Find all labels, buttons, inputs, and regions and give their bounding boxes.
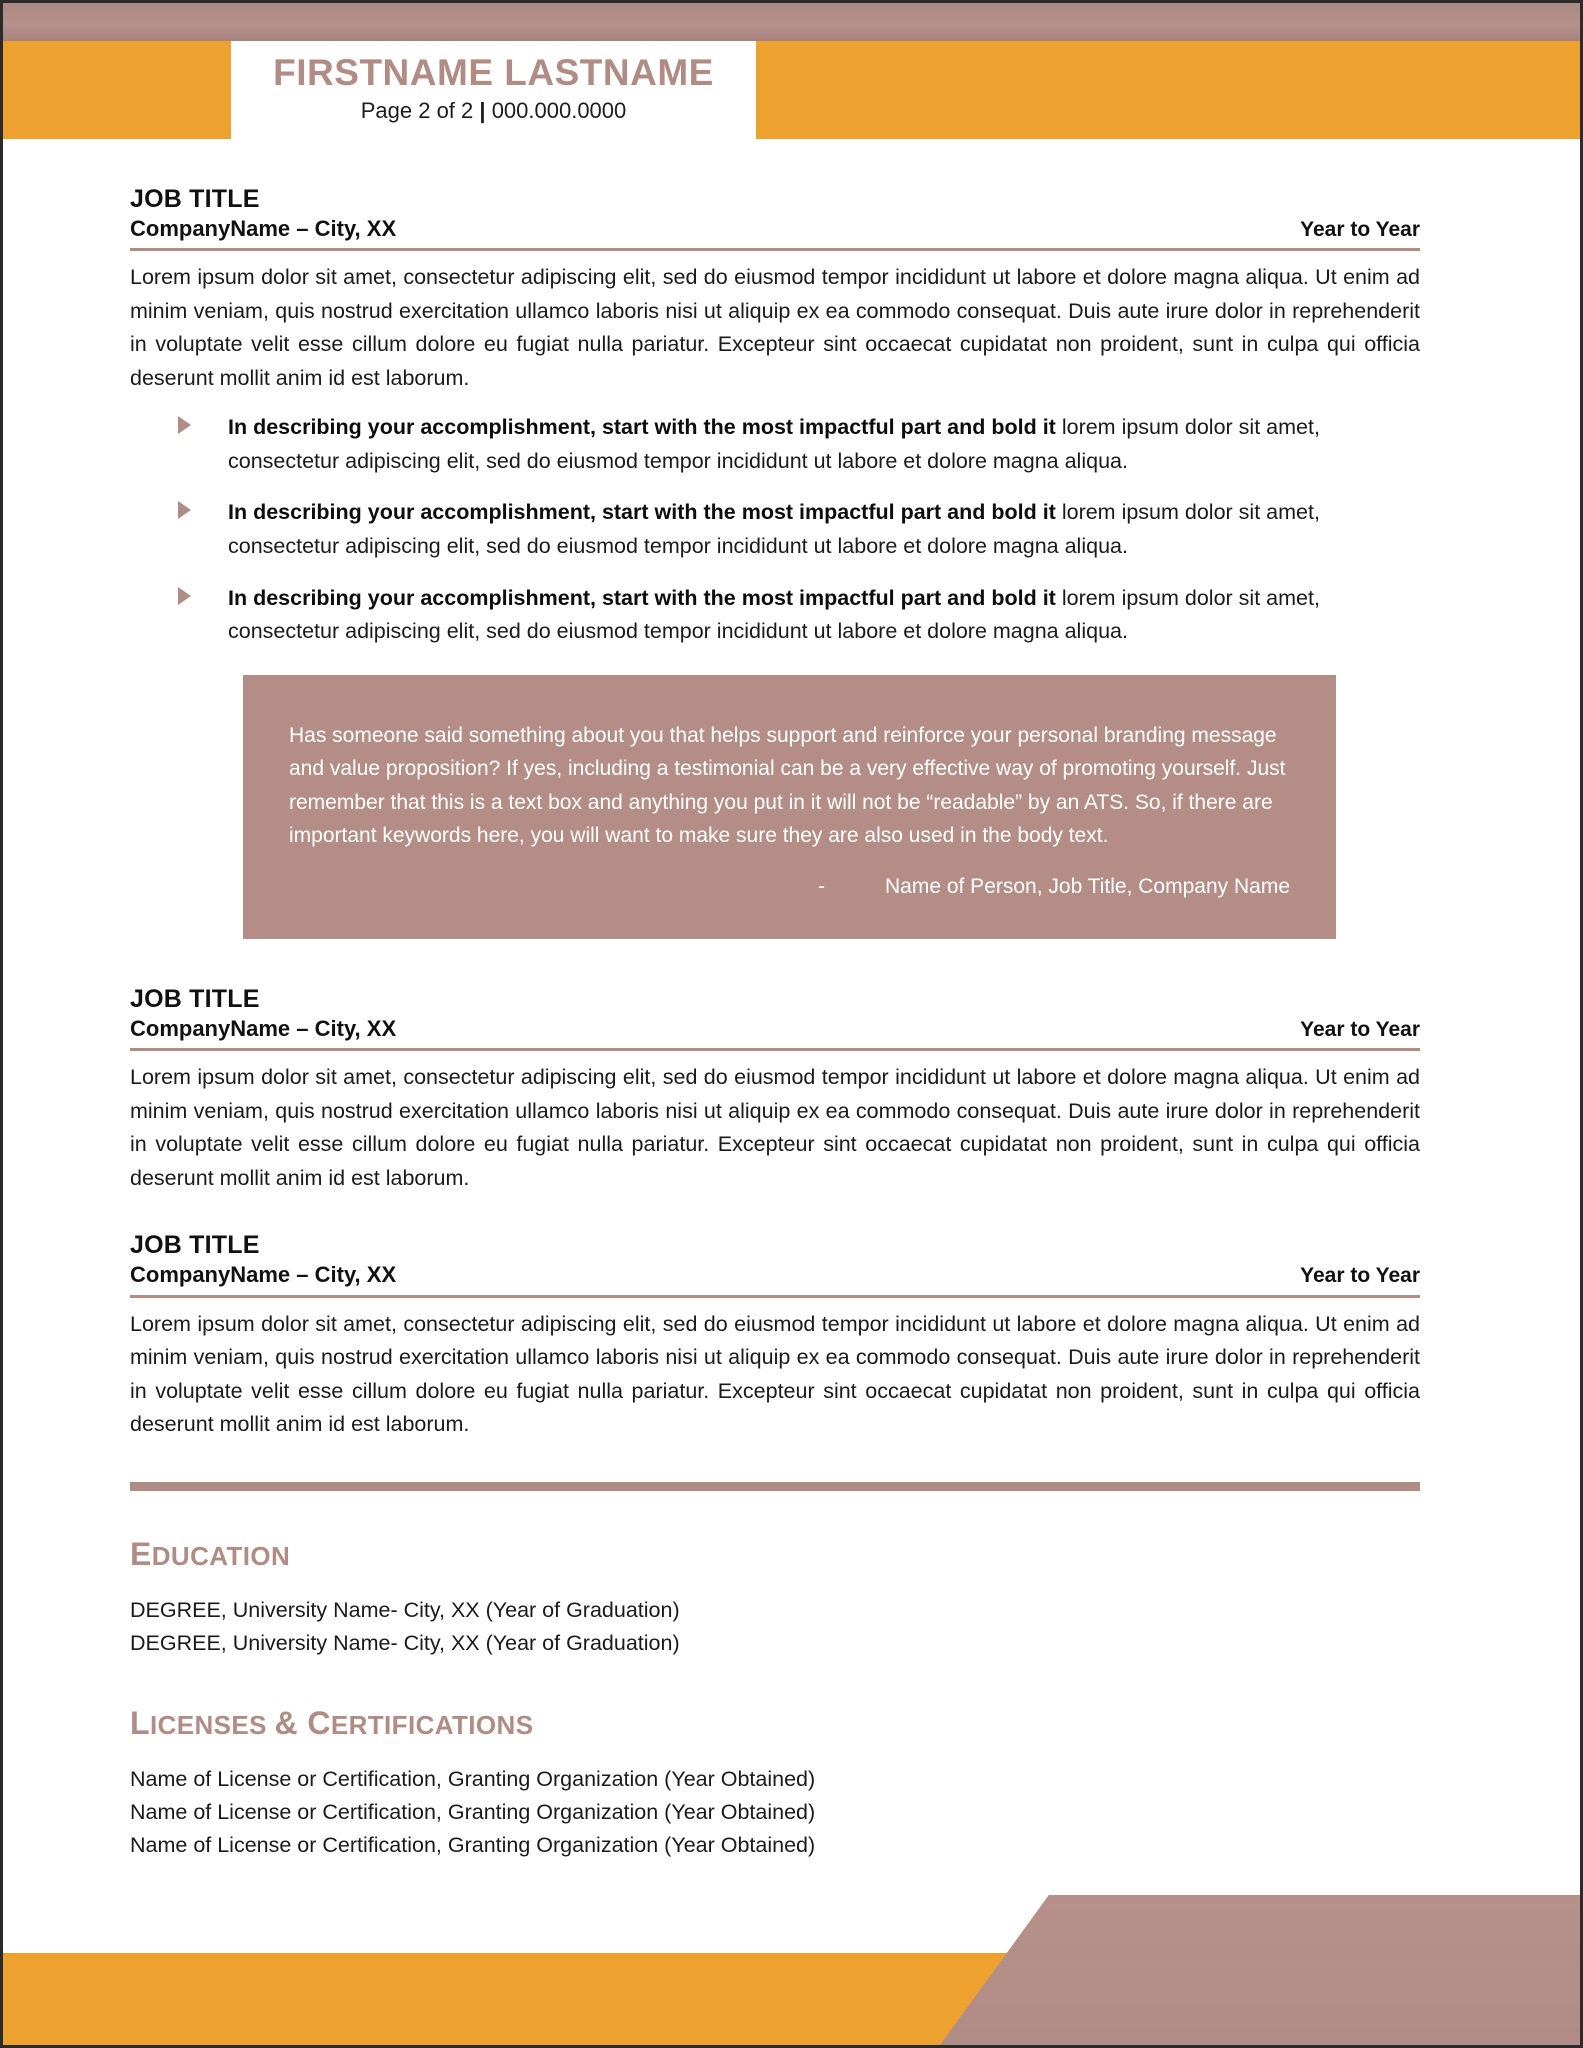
header-meta	[361, 96, 627, 126]
job-description: Lorem ipsum dolor sit amet, consectetur adipiscing elit, sed do eiusmod tempor incididunt ut labore et dolore magna aliqua. Ut enim ad minim veniam, quis nostrud exercitation ullamco laboris nisi ut aliquip ex ea commodo consequat. Duis aute irure dolor in reprehenderit in voluptate velit esse cillum dolore eu fugiat nulla pariatur. Excepteur sint occaecat cupidatat non proident, sunt in culpa qui officia deserunt mollit anim id est laborum.	[130, 265, 1420, 390]
triangle-bullet-icon	[178, 416, 191, 434]
heading-remainder: ICENSES	[149, 1709, 275, 1740]
experience-entry	[130, 183, 1420, 939]
spacer	[130, 947, 1420, 983]
education-entry: DEGREE, University Name- City, XX (Year of Graduation)	[130, 1630, 680, 1655]
job-company-row	[130, 1015, 1420, 1051]
education-heading	[130, 1537, 1420, 1572]
resume-content	[130, 183, 1420, 1862]
page-header	[3, 3, 1580, 139]
heading-ampersand: &	[274, 1704, 299, 1741]
job-company: CompanyName – City, XX	[130, 1015, 397, 1041]
job-company: CompanyName – City, XX	[130, 1262, 397, 1288]
page-footer	[3, 1885, 1580, 2045]
list-item	[130, 411, 1420, 478]
heading-initial: E	[130, 1535, 152, 1572]
job-title: JOB TITLE	[130, 984, 260, 1013]
heading-initial-2: C	[298, 1704, 331, 1741]
education-section	[130, 1537, 1420, 1660]
licenses-heading	[130, 1706, 1420, 1741]
education-entries	[130, 1594, 1420, 1660]
job-description: Lorem ipsum dolor sit amet, consectetur adipiscing elit, sed do eiusmod tempor incididunt ut labore et dolore magna aliqua. Ut enim ad minim veniam, quis nostrud exercitation ullamco laboris nisi ut aliquip ex ea commodo consequat. Duis aute irure dolor in reprehenderit in voluptate velit esse cillum dolore eu fugiat nulla pariatur. Excepteur sint occaecat cupidatat non proident, sunt in culpa qui officia deserunt mollit anim id est laborum.	[130, 1311, 1420, 1437]
triangle-bullet-icon	[178, 587, 191, 605]
bullet-lead-text: In describing your accomplishment, start with the most impactful part and bold it	[228, 585, 1056, 610]
job-description: Lorem ipsum dolor sit amet, consectetur adipiscing elit, sed do eiusmod tempor incididunt ut labore et dolore magna aliqua. Ut enim ad minim veniam, quis nostrud exercitation ullamco laboris nisi ut aliquip ex ea commodo consequat. Duis aute irure dolor in reprehenderit in voluptate velit esse cillum dolore eu fugiat nulla pariatur. Excepteur sint occaecat cupidatat non proident, sunt in culpa qui officia deserunt mollit anim id est laborum.	[130, 1065, 1420, 1190]
heading-initial: L	[130, 1704, 150, 1741]
job-dates: Year to Year	[1300, 1264, 1420, 1288]
license-entry: Name of License or Certification, Granting Organization (Year Obtained)	[130, 1832, 816, 1857]
list-item	[130, 582, 1420, 649]
attribution-dash: -	[817, 874, 825, 898]
candidate-name: FIRSTNAME LASTNAME	[273, 52, 714, 94]
attribution-name: Name of Person, Job Title, Company Name	[884, 874, 1290, 898]
experience-entry	[130, 983, 1420, 1195]
section-divider	[130, 1482, 1420, 1491]
testimonial-box	[243, 675, 1336, 939]
license-entry: Name of License or Certification, Granting Organization (Year Obtained)	[130, 1799, 816, 1824]
job-dates: Year to Year	[1300, 218, 1420, 241]
bullet-lead-text: In describing your accomplishment, start with the most impactful part and bold it	[228, 500, 1056, 525]
spacer	[130, 1203, 1420, 1229]
list-item	[130, 496, 1420, 563]
job-title: JOB TITLE	[130, 185, 260, 213]
header-separator: |	[479, 98, 486, 124]
job-title: JOB TITLE	[130, 1231, 260, 1260]
triangle-bullet-icon	[178, 501, 191, 519]
licenses-entries	[130, 1763, 1420, 1862]
heading-remainder: DUCATION	[151, 1540, 291, 1571]
header-text-group	[231, 41, 756, 139]
job-company: CompanyName – City, XX	[130, 216, 397, 241]
job-company-row	[130, 215, 1420, 251]
testimonial-attribution-row	[289, 875, 1290, 899]
page-number-label: Page 2 of 2	[360, 98, 474, 124]
bullet-rest-text: lorem ipsum dolor sit amet, consectetur adipiscing elit, sed do eiusmod tempor incididunt ut labore et dolore magna aliqua.	[228, 585, 1320, 644]
accomplishment-list	[130, 411, 1420, 648]
phone-number: 000.000.0000	[491, 98, 627, 124]
experience-entry	[130, 1229, 1420, 1441]
license-entry: Name of License or Certification, Granting Organization (Year Obtained)	[130, 1766, 816, 1791]
education-entry: DEGREE, University Name- City, XX (Year of Graduation)	[130, 1597, 680, 1622]
job-dates: Year to Year	[1300, 1017, 1420, 1041]
testimonial-body: Has someone said something about you that helps support and reinforce your personal branding message and value proposition? If yes, including a testimonial can be a very effective way of promoting yourself. Just remember that this is a text box and anything you put in it will not be “readable” by an ATS. So, if there are important keywords here, you will want to make sure they are also used in the body text.	[289, 723, 1286, 848]
bullet-rest-text: lorem ipsum dolor sit amet, consectetur adipiscing elit, sed do eiusmod tempor incididunt ut labore et dolore magna aliqua.	[228, 415, 1320, 473]
job-company-row	[130, 1261, 1420, 1297]
bullet-rest-text: lorem ipsum dolor sit amet, consectetur adipiscing elit, sed do eiusmod tempor incididunt ut labore et dolore magna aliqua.	[228, 500, 1320, 558]
header-rose-bar	[3, 3, 1580, 41]
footer-rose-accent	[940, 1895, 1580, 2045]
bullet-lead-text: In describing your accomplishment, start with the most impactful part and bold it	[228, 415, 1056, 440]
heading-remainder-2: ERTIFICATIONS	[330, 1709, 534, 1740]
licenses-section	[130, 1706, 1420, 1862]
